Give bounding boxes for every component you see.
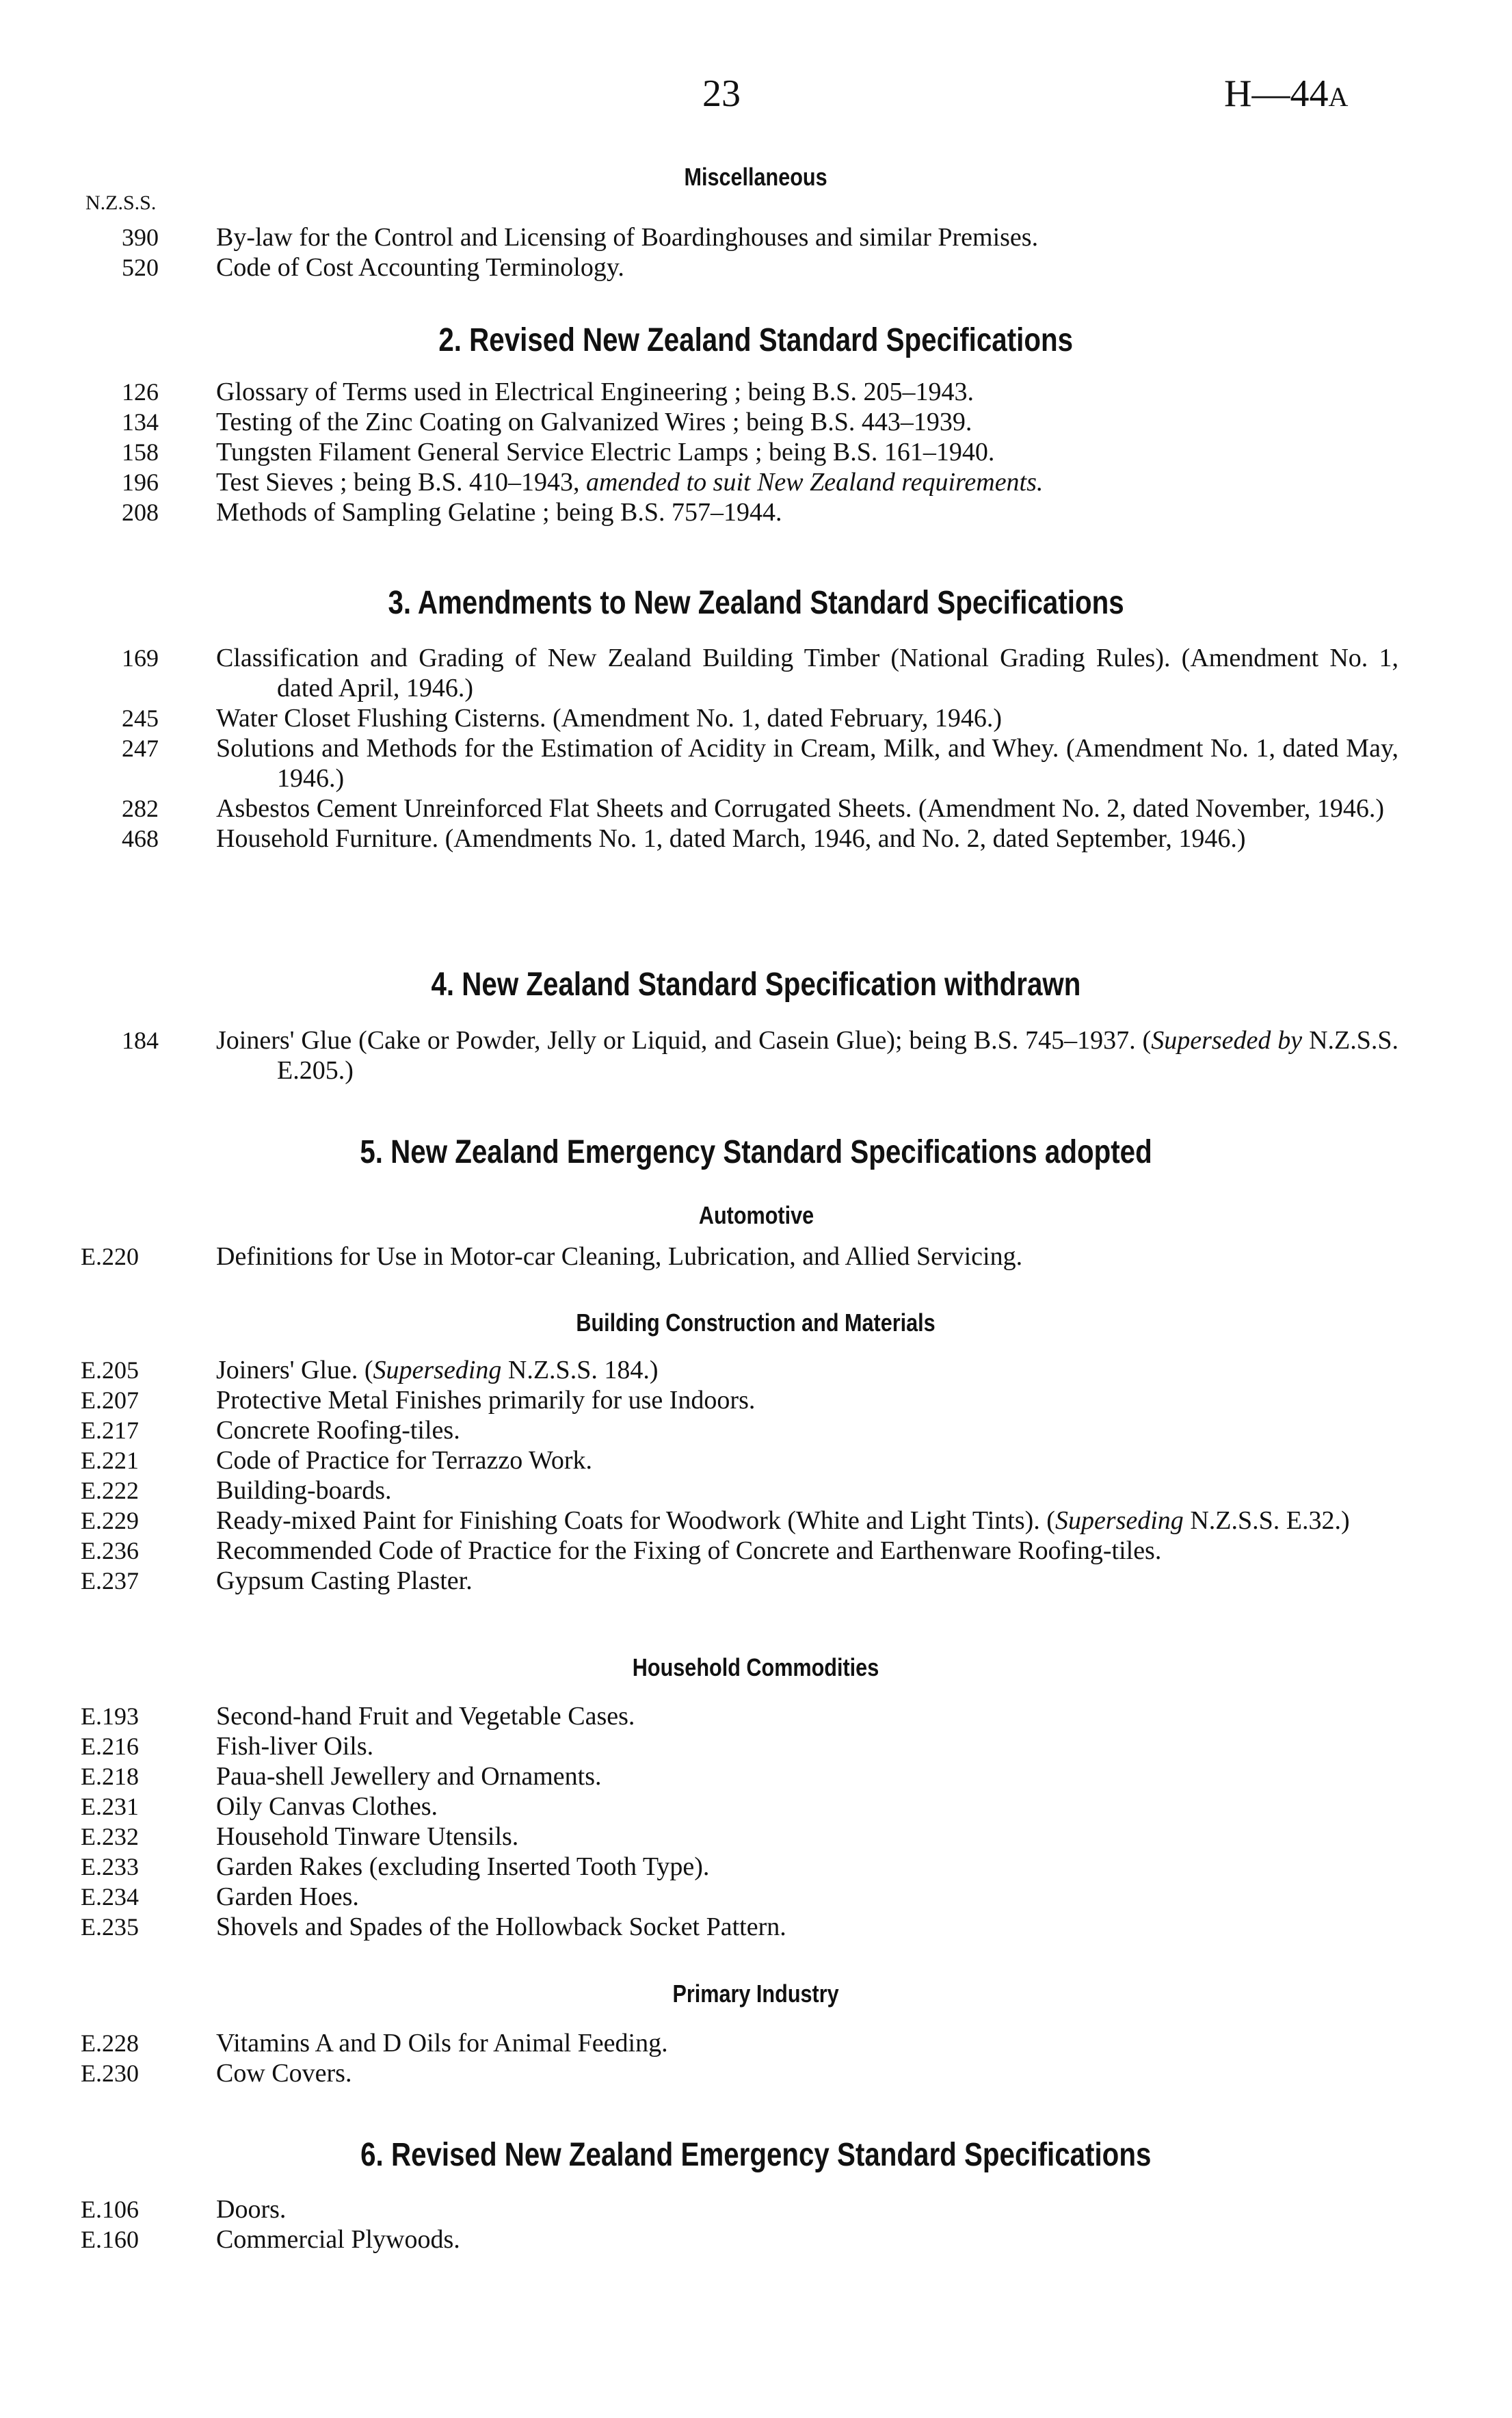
spec-italic-note: Superseding — [373, 1356, 502, 1384]
list-item — [0, 252, 1512, 282]
document-reference — [1224, 72, 1348, 116]
group-automotive-heading: Automotive — [698, 1201, 814, 1229]
spec-text: Asbestos Cement Unreinforced Flat Sheets and Corrugated Sheets. (Amendment No. 2, dated November, 1946.) — [216, 794, 1385, 823]
group-household-list — [0, 1701, 1512, 1942]
group-primary-heading: Primary Industry — [672, 1980, 840, 2008]
spec-number: E.216 — [81, 1733, 139, 1760]
group-building-heading: Building Construction and Materials — [576, 1309, 936, 1337]
section-3-list — [0, 643, 1512, 854]
spec-text: Building-boards. — [216, 1476, 392, 1505]
spec-number: 169 — [122, 644, 159, 672]
spec-title — [216, 1761, 1398, 1791]
spec-number: E.232 — [81, 1823, 139, 1850]
section-6-heading: 6. Revised New Zealand Emergency Standard Specifications — [360, 2137, 1152, 2173]
spec-title — [216, 1241, 1398, 1272]
list-item — [0, 1385, 1512, 1415]
spec-text: Household Furniture. (Amendments No. 1, dated March, 1946, and No. 2, dated September, 1946.) — [216, 824, 1246, 853]
spec-text: Cow Covers. — [216, 2059, 352, 2088]
spec-text: Doors. — [216, 2195, 287, 2224]
section-3-heading: 3. Amendments to New Zealand Standard Specifications — [388, 585, 1124, 621]
spec-number: 520 — [122, 254, 159, 281]
spec-text: Solutions and Methods for the Estimation of Acidity in Cream, Milk, and Whey. (Amendment No. 1, dated May, 1946.) — [216, 734, 1398, 793]
spec-text: Definitions for Use in Motor-car Cleaning, Lubrication, and Allied Servicing. — [216, 1242, 1023, 1271]
list-item — [0, 1852, 1512, 1882]
spec-italic-note: amended to suit New Zealand requirements. — [585, 468, 1044, 497]
spec-title — [216, 1415, 1398, 1445]
spec-title — [216, 497, 1398, 527]
spec-italic-note: Superseding — [1055, 1506, 1184, 1535]
list-item — [0, 1415, 1512, 1445]
spec-number: E.221 — [81, 1447, 139, 1474]
spec-number: E.193 — [81, 1703, 139, 1730]
spec-title — [216, 1731, 1398, 1761]
spec-number: E.230 — [81, 2060, 139, 2087]
list-item — [0, 407, 1512, 437]
list-item — [0, 1882, 1512, 1912]
section-4-heading: 4. New Zealand Standard Specification withdrawn — [431, 967, 1081, 1003]
spec-title — [216, 2194, 1398, 2224]
spec-number: E.229 — [81, 1507, 139, 1534]
spec-text: Shovels and Spades of the Hollowback Socket Pattern. — [216, 1913, 786, 1941]
section-2-heading: 2. Revised New Zealand Standard Specifications — [438, 322, 1074, 358]
spec-title — [216, 222, 1398, 252]
section-5-heading: 5. New Zealand Emergency Standard Specifications adopted — [360, 1134, 1152, 1170]
list-item — [0, 643, 1512, 703]
list-item — [0, 467, 1512, 497]
spec-text: Recommended Code of Practice for the Fixing of Concrete and Earthenware Roofing-tiles. — [216, 1536, 1162, 1565]
spec-title — [216, 1566, 1398, 1596]
spec-text: Joiners' Glue. ( — [216, 1356, 373, 1384]
spec-number: E.234 — [81, 1883, 139, 1910]
spec-text: Household Tinware Utensils. — [216, 1822, 519, 1851]
section-6-list — [0, 2194, 1512, 2255]
list-item — [0, 222, 1512, 252]
spec-title — [216, 2028, 1398, 2058]
spec-title — [216, 407, 1398, 437]
spec-number: E.220 — [81, 1243, 139, 1270]
spec-number: E.233 — [81, 1853, 139, 1880]
page-number: 23 — [702, 73, 741, 115]
spec-title — [216, 252, 1398, 282]
spec-number: E.235 — [81, 1913, 139, 1941]
spec-text: Water Closet Flushing Cisterns. (Amendment No. 1, dated February, 1946.) — [216, 704, 1003, 733]
spec-title — [216, 1506, 1398, 1536]
miscellaneous-list — [0, 222, 1512, 282]
spec-text: Protective Metal Finishes primarily for use Indoors. — [216, 1386, 756, 1415]
spec-title — [216, 1701, 1398, 1731]
spec-number: E.228 — [81, 2029, 139, 2057]
spec-title — [216, 1536, 1398, 1566]
spec-text: Joiners' Glue (Cake or Powder, Jelly or Liquid, and Casein Glue); being B.S. 745–1937. ( — [216, 1026, 1152, 1055]
spec-text: Second-hand Fruit and Vegetable Cases. — [216, 1702, 635, 1731]
spec-number: E.217 — [81, 1417, 139, 1444]
list-item — [0, 2028, 1512, 2058]
group-building-list — [0, 1355, 1512, 1596]
spec-text: Commercial Plywoods. — [216, 2225, 460, 2254]
spec-number: E.160 — [81, 2226, 139, 2253]
spec-title — [216, 1882, 1398, 1912]
spec-number: E.237 — [81, 1567, 139, 1594]
spec-number: 468 — [122, 825, 159, 852]
list-item — [0, 377, 1512, 407]
spec-number: 282 — [122, 795, 159, 822]
spec-text: Garden Hoes. — [216, 1882, 359, 1911]
list-item — [0, 1445, 1512, 1475]
spec-text: Concrete Roofing-tiles. — [216, 1416, 460, 1445]
spec-number: E.205 — [81, 1356, 139, 1384]
spec-text: Vitamins A and D Oils for Animal Feeding. — [216, 2029, 668, 2058]
spec-title — [216, 1025, 1398, 1086]
list-item — [0, 437, 1512, 467]
miscellaneous-heading: Miscellaneous — [684, 163, 828, 191]
spec-title — [216, 643, 1398, 703]
spec-text: Classification and Grading of New Zealand Building Timber (National Grading Rules). (Amendment No. 1, dated April, 1946.) — [216, 644, 1398, 702]
list-item — [0, 1731, 1512, 1761]
spec-title — [216, 1912, 1398, 1942]
spec-title — [216, 437, 1398, 467]
spec-title — [216, 793, 1398, 824]
spec-title — [216, 1791, 1398, 1822]
reference-suffix: A — [1328, 81, 1349, 112]
list-item — [0, 497, 1512, 527]
list-item — [0, 1791, 1512, 1822]
spec-number: 208 — [122, 499, 159, 526]
spec-text: Test Sieves ; being B.S. 410–1943, — [216, 468, 586, 497]
list-item — [0, 2224, 1512, 2255]
list-item — [0, 793, 1512, 824]
list-item — [0, 824, 1512, 854]
list-item — [0, 733, 1512, 793]
spec-number: 184 — [122, 1027, 159, 1054]
list-item — [0, 2058, 1512, 2088]
spec-number: E.218 — [81, 1763, 139, 1790]
spec-italic-note: Superseded by — [1151, 1026, 1303, 1055]
spec-text: Code of Cost Accounting Terminology. — [216, 253, 624, 282]
spec-title — [216, 467, 1398, 497]
spec-text: Testing of the Zinc Coating on Galvanized Wires ; being B.S. 443–1939. — [216, 408, 972, 436]
list-item — [0, 1241, 1512, 1272]
spec-number: E.231 — [81, 1793, 139, 1820]
spec-text: Methods of Sampling Gelatine ; being B.S. 757–1944. — [216, 498, 782, 527]
spec-number: 390 — [122, 224, 159, 251]
spec-text: Tungsten Filament General Service Electric Lamps ; being B.S. 161–1940. — [216, 438, 995, 466]
spec-title — [216, 1385, 1398, 1415]
spec-text: Paua-shell Jewellery and Ornaments. — [216, 1762, 602, 1791]
spec-title — [216, 824, 1398, 854]
spec-title — [216, 2224, 1398, 2255]
spec-text: Code of Practice for Terrazzo Work. — [216, 1446, 592, 1475]
list-item — [0, 1025, 1512, 1086]
spec-number: E.222 — [81, 1477, 139, 1504]
list-item — [0, 1475, 1512, 1506]
spec-number: 247 — [122, 735, 159, 762]
list-item — [0, 1822, 1512, 1852]
spec-number: E.236 — [81, 1537, 139, 1564]
list-item — [0, 1566, 1512, 1596]
spec-title — [216, 1355, 1398, 1385]
list-item — [0, 1536, 1512, 1566]
nzss-column-label: N.Z.S.S. — [85, 192, 157, 214]
spec-title — [216, 377, 1398, 407]
spec-text: Oily Canvas Clothes. — [216, 1792, 438, 1821]
spec-number: 245 — [122, 705, 159, 732]
spec-number: 196 — [122, 469, 159, 496]
list-item — [0, 1506, 1512, 1536]
spec-number: E.106 — [81, 2196, 139, 2223]
spec-title — [216, 733, 1398, 793]
reference-main: H—44 — [1224, 73, 1329, 115]
spec-number: 126 — [122, 378, 159, 406]
spec-text-after: N.Z.S.S. 184.) — [501, 1356, 659, 1384]
spec-number: 134 — [122, 408, 159, 436]
spec-text-after: N.Z.S.S. E.32.) — [1183, 1506, 1350, 1535]
section-2-list — [0, 377, 1512, 527]
spec-title — [216, 1445, 1398, 1475]
spec-title — [216, 2058, 1398, 2088]
list-item — [0, 703, 1512, 733]
group-primary-list — [0, 2028, 1512, 2088]
spec-text: Garden Rakes (excluding Inserted Tooth Type). — [216, 1852, 710, 1881]
spec-number: 158 — [122, 438, 159, 466]
list-item — [0, 1761, 1512, 1791]
spec-number: E.207 — [81, 1387, 139, 1414]
list-item — [0, 1912, 1512, 1942]
spec-text: Ready-mixed Paint for Finishing Coats for Woodwork (White and Light Tints). ( — [216, 1506, 1055, 1535]
spec-title — [216, 703, 1398, 733]
spec-text: Glossary of Terms used in Electrical Engineering ; being B.S. 205–1943. — [216, 378, 974, 406]
spec-text: Gypsum Casting Plaster. — [216, 1566, 473, 1595]
spec-title — [216, 1475, 1398, 1506]
list-item — [0, 1355, 1512, 1385]
spec-title — [216, 1822, 1398, 1852]
spec-text: By-law for the Control and Licensing of Boardinghouses and similar Premises. — [216, 223, 1039, 252]
group-household-heading: Household Commodities — [633, 1653, 879, 1681]
spec-text: Fish-liver Oils. — [216, 1732, 374, 1761]
section-4-list — [0, 1025, 1512, 1086]
list-item — [0, 1701, 1512, 1731]
spec-title — [216, 1852, 1398, 1882]
group-automotive-list — [0, 1241, 1512, 1272]
spec-text-after: N.Z.S.S. E.205.) — [277, 1026, 1399, 1085]
list-item — [0, 2194, 1512, 2224]
